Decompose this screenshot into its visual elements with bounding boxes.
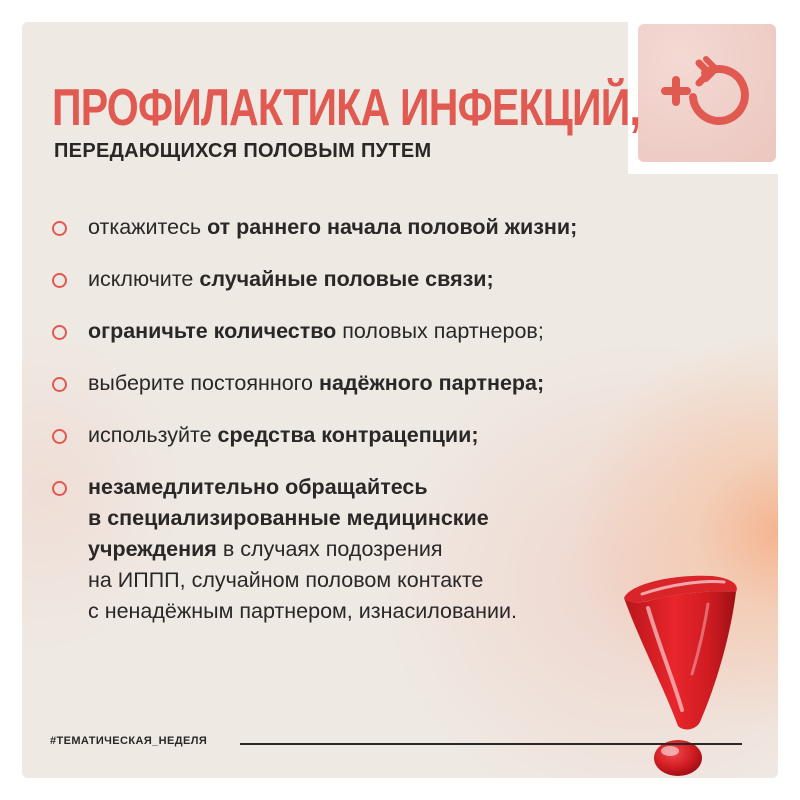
list-item-text: исключите случайные половые связи; bbox=[88, 267, 494, 291]
page-title: ПРОФИЛАКТИКА ИНФЕКЦИЙ, bbox=[52, 79, 641, 137]
bullet-circle-icon bbox=[52, 377, 67, 392]
footer-hashtag: #ТЕМАТИЧЕСКАЯ_НЕДЕЛЯ bbox=[50, 735, 208, 747]
bullet-circle-icon bbox=[52, 221, 67, 236]
list-item-text: используйте средства контрацепции; bbox=[88, 423, 479, 447]
bullet-circle-icon bbox=[52, 273, 67, 288]
footer-divider bbox=[240, 743, 742, 745]
list-item-text: выберите постоянного надёжного партнера; bbox=[88, 371, 545, 395]
logo-box bbox=[638, 24, 776, 162]
exclamation-mark-icon bbox=[612, 570, 752, 778]
list-item-text: незамедлительно обращайтесь в специализированные медицинские учреждения в случаях подозрения на ИППП, случайном половом контакте с ненадёжным партнером, изнасиловании. bbox=[88, 475, 517, 623]
plus-restart-icon bbox=[657, 51, 757, 135]
bullet-circle-icon bbox=[52, 481, 67, 496]
bullet-circle-icon bbox=[52, 429, 67, 444]
poster-card bbox=[22, 22, 778, 778]
list-item-text: ограничьте количество половых партнеров; bbox=[88, 319, 544, 343]
page-subtitle: ПЕРЕДАЮЩИХСЯ ПОЛОВЫМ ПУТЕМ bbox=[54, 140, 432, 162]
bullet-circle-icon bbox=[52, 325, 67, 340]
list-item-text: откажитесь от раннего начала половой жизни; bbox=[88, 215, 578, 239]
